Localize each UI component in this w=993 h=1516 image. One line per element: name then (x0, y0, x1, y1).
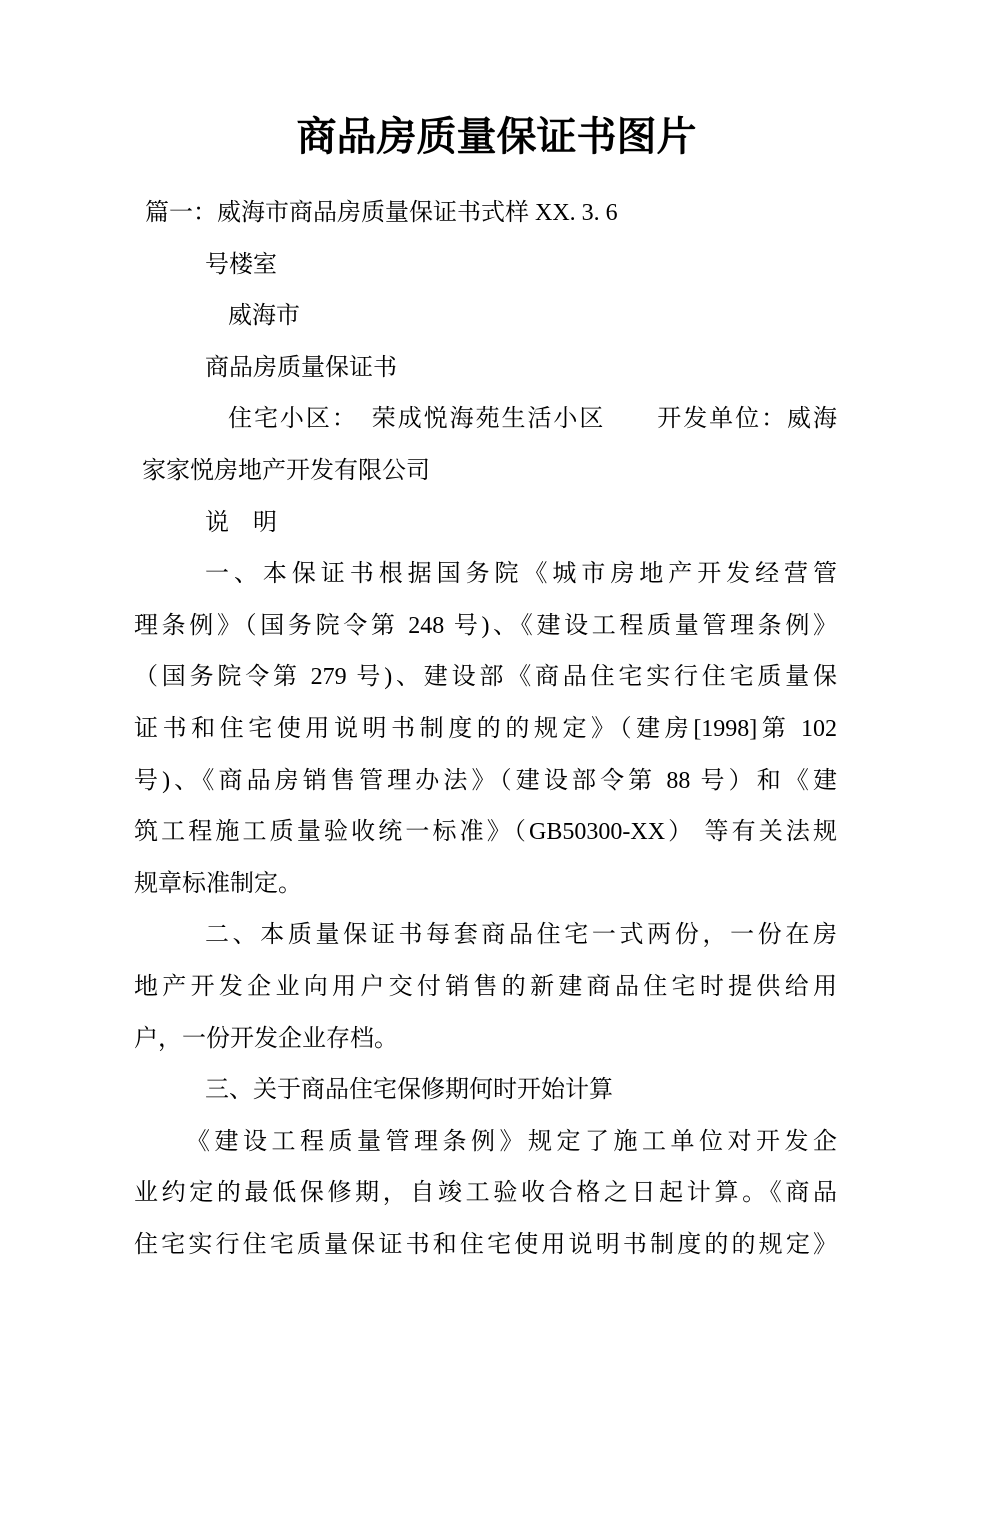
text-line-source-heading: 篇一：威海市商品房质量保证书式样 XX. 3. 6 (145, 200, 618, 226)
text-line: 业约定的最低保修期，自竣工验收合格之日起计算。《商品 (134, 1180, 837, 1207)
text-line: （国务院令第 279 号)、建设部《商品住宅实行住宅质量保 (134, 664, 837, 691)
text-line-building-room: 号楼室 (205, 251, 277, 278)
text-line-developer-name: 家家悦房地产开发有限公司 (142, 457, 430, 484)
text-line: 一、本保证书根据国务院《城市房地产开发经营管 (205, 561, 837, 588)
text-line: 地产开发企业向用户交付销售的新建商品住宅时提供给用 (134, 973, 837, 1000)
text-line: 《建设工程质量管理条例》规定了施工单位对开发企 (186, 1128, 837, 1155)
document-body (134, 188, 837, 1271)
text-line-city: 威海市 (228, 303, 300, 330)
text-line: 筑工程施工质量验收统一标准》（GB50300-XX） 等有关法规 (134, 819, 837, 846)
document-page (0, 112, 993, 1516)
text-line: 二、本质量保证书每套商品住宅一式两份，一份在房 (205, 922, 837, 949)
text-line: 规章标准制定。 (134, 870, 302, 897)
text-line: 户，一份开发企业存档。 (134, 1025, 398, 1052)
document-title: 商品房质量保证书图片 (296, 114, 697, 159)
text-line: 三、关于商品住宅保修期何时开始计算 (205, 1077, 613, 1104)
text-line-doc-subtitle: 商品房质量保证书 (205, 354, 397, 381)
text-line-notes-heading: 说 明 (205, 509, 277, 536)
text-line: 住宅实行住宅质量保证书和住宅使用说明书制度的的规定》 (134, 1231, 837, 1258)
text-line: 证书和住宅使用说明书制度的的规定》（建房[1998]第 102 (134, 715, 837, 742)
text-line-estate-info: 住宅小区： 荣成悦海苑生活小区 开发单位：威海 (228, 406, 837, 433)
text-line: 号)、《商品房销售管理办法》（建设部令第 88 号）和《建 (134, 767, 837, 794)
text-line: 理条例》（国务院令第 248 号)、《建设工程质量管理条例》 (134, 612, 837, 639)
